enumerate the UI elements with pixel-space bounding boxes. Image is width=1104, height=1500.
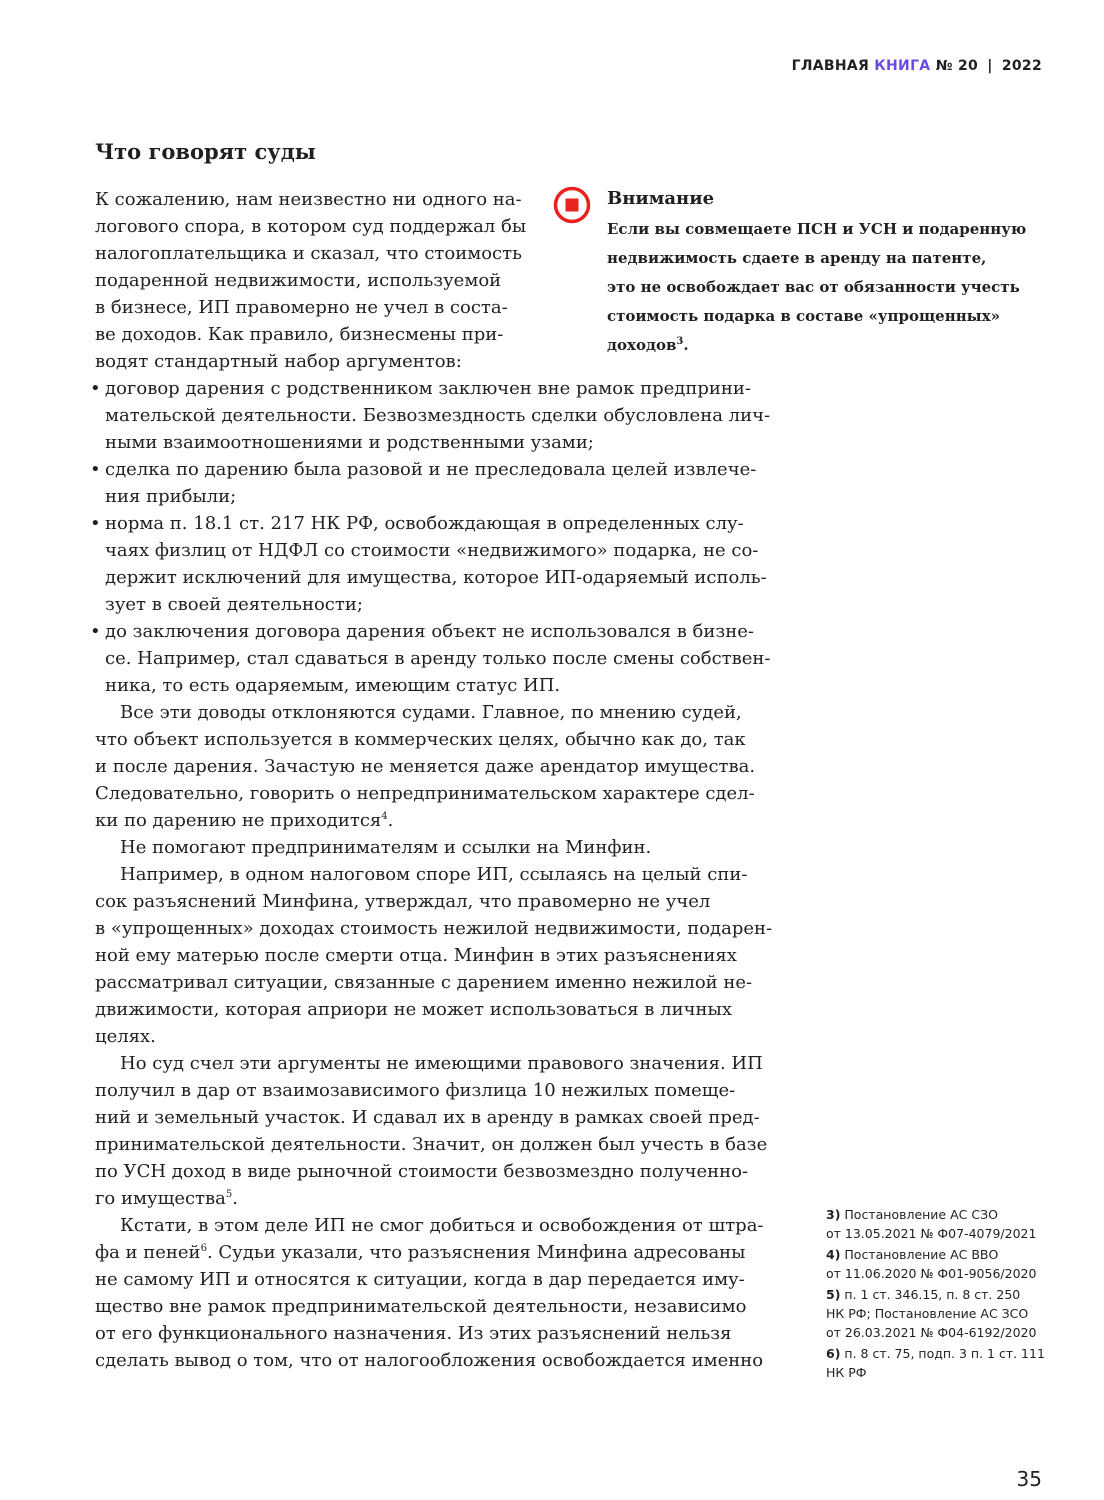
text-line: налогоплательщика и сказал, что стоимость — [95, 243, 522, 264]
callout-body — [607, 215, 1026, 360]
text-line: ки по дарению не приходится$^4$. — [95, 810, 394, 831]
footnote-ref[interactable]: 4 — [381, 811, 388, 822]
text-line: К сожалению, нам неизвестно ни одного на- — [95, 189, 522, 210]
text-line: го имущества$^5$. — [95, 1188, 238, 1209]
text-line: чаях физлиц от НДФЛ со стоимости «недвижимого» подарка, не со- — [105, 540, 759, 561]
text-line: ния прибыли; — [105, 486, 237, 507]
page-number: 35 — [1016, 1467, 1042, 1491]
text-line: не самому ИП и относятся к ситуации, когда в дар передается иму- — [95, 1269, 745, 1290]
footnote: 3) Постановление АС СЗО от 13.05.2021 № Ф07-4079/2021 — [826, 1207, 1037, 1241]
text-line: подаренной недвижимости, используемой — [95, 270, 502, 291]
text-line: ника, то есть одаряемым, имеющим статус ИП. — [105, 675, 561, 696]
bullet-glyph: • — [90, 459, 101, 480]
callout-line: стоимость подарка в составе «упрощенных» — [607, 307, 1001, 325]
text-line: Например, в одном налоговом споре ИП, ссылаясь на целый спи- — [120, 864, 748, 885]
text-line: водят стандартный набор аргументов: — [95, 351, 462, 372]
text-line: Не помогают предпринимателям и ссылки на Минфин. — [120, 837, 652, 858]
footnote: 6) п. 8 ст. 75, подп. 3 п. 1 ст. 111 НК РФ — [826, 1346, 1045, 1380]
footnotes — [826, 1205, 1066, 1384]
text-line: принимательской деятельности. Значит, он должен был учесть в базе — [95, 1134, 768, 1155]
intro-paragraph — [95, 186, 535, 375]
text-line: целях. — [95, 1026, 156, 1047]
text-line: ной ему матерью после смерти отца. Минфин в этих разъяснениях — [95, 945, 737, 966]
text-line: в «упрощенных» доходах стоимость нежилой недвижимости, подарен- — [95, 918, 773, 939]
bullet-item — [90, 618, 785, 699]
text-line: сделать вывод о том, что от налогообложения освобождается именно — [95, 1350, 764, 1371]
callout-line: недвижимость сдаете в аренду на патенте, — [607, 249, 987, 267]
text-line: ве доходов. Как правило, бизнесмены при- — [95, 324, 504, 345]
text-line: в бизнесе, ИП правомерно не учел в соста- — [95, 297, 508, 318]
footnote-number: 5) — [826, 1287, 841, 1302]
footnote-ref[interactable]: 3 — [676, 336, 684, 347]
text-line: норма п. 18.1 ст. 217 НК РФ, освобождающая в определенных слу- — [105, 513, 744, 534]
callout-line: это не освобождает вас от обязанности учесть — [607, 278, 1020, 296]
text-line: мательской деятельности. Безвозмездность сделки обусловлена лич- — [105, 405, 771, 426]
text-line: фа и пеней$^6$. Судьи указали, что разъяснения Минфина адресованы — [95, 1242, 746, 1263]
brand-accent: КНИГА — [874, 58, 931, 74]
bullet-item — [90, 456, 785, 510]
text-line: сделка по дарению была разовой и не преследовала целей извлече- — [105, 459, 757, 480]
bullet-glyph: • — [90, 621, 101, 642]
issue-number: № 20 — [935, 58, 979, 74]
footnote-number: 4) — [826, 1247, 841, 1262]
bullet-item — [90, 510, 785, 618]
main-text — [90, 375, 785, 1374]
text-line: по УСН доход в виде рыночной стоимости безвозмездно полученно- — [95, 1161, 749, 1182]
text-line: Кстати, в этом деле ИП не смог добиться и освобождения от штра- — [120, 1215, 764, 1236]
text-line: договор дарения с родственником заключен вне рамок предприни- — [105, 378, 751, 399]
text-line: ными взаимоотношениями и родственными узами; — [105, 432, 594, 453]
running-header — [792, 58, 1042, 74]
text-line: логового спора, в котором суд поддержал бы — [95, 216, 527, 237]
brand-main: ГЛАВНАЯ — [791, 58, 870, 74]
bullet-glyph: • — [90, 378, 101, 399]
footnote-number: 6) — [826, 1346, 841, 1361]
section-title: Что говорят суды — [95, 139, 316, 164]
text-line: движимости, которая априори не может использоваться в личных — [95, 999, 732, 1020]
text-line: зует в своей деятельности; — [105, 594, 363, 615]
footnote: 5) п. 1 ст. 346.15, п. 8 ст. 250 НК РФ; Постановление АС ЗСО от 26.03.2021 № Ф04-6192/2020 — [826, 1287, 1037, 1340]
warning-icon — [553, 186, 591, 224]
text-line: Но суд счел эти аргументы не имеющими правового значения. ИП — [120, 1053, 763, 1074]
text-line: сок разъяснений Минфина, утверждал, что правомерно не учел — [95, 891, 711, 912]
text-line: и после дарения. Зачастую не меняется даже арендатор имущества. — [95, 756, 756, 777]
footnote-ref[interactable]: 5 — [225, 1189, 233, 1200]
text-line: рассматривал ситуации, связанные с дарением именно нежилой не- — [95, 972, 753, 993]
issue-year: 2022 — [1001, 58, 1042, 74]
callout-line: доходов$^3$. — [607, 336, 689, 354]
text-line: получил в дар от взаимозависимого физлица 10 нежилых помеще- — [95, 1080, 736, 1101]
bullet-glyph: • — [90, 513, 101, 534]
text-line: ний и земельный участок. И сдавал их в аренду в рамках своей пред- — [95, 1107, 760, 1128]
text-line: Все эти доводы отклоняются судами. Главное, по мнению судей, — [120, 702, 742, 723]
footnote-number: 3) — [826, 1207, 841, 1222]
text-line: держит исключений для имущества, которое ИП-одаряемый исполь- — [105, 567, 767, 588]
callout-line: Если вы совмещаете ПСН и УСН и подаренную — [607, 220, 1027, 238]
bullet-item — [90, 375, 785, 456]
header-separator: | — [987, 58, 993, 74]
footnote: 4) Постановление АС ВВО от 11.06.2020 № Ф01-9056/2020 — [826, 1247, 1037, 1281]
footnote-ref[interactable]: 6 — [200, 1243, 207, 1254]
text-line: Следовательно, говорить о непредпринимательском характере сдел- — [95, 783, 755, 804]
text-line: щество вне рамок предпринимательской деятельности, независимо — [95, 1296, 747, 1317]
callout-title: Внимание — [607, 188, 715, 209]
text-line: се. Например, стал сдаваться в аренду только после смены собствен- — [105, 648, 771, 669]
text-line: что объект используется в коммерческих целях, обычно как до, так — [95, 729, 746, 750]
text-line: от его функционального назначения. Из этих разъяснений нельзя — [95, 1323, 732, 1344]
text-line: до заключения договора дарения объект не использовался в бизне- — [105, 621, 754, 642]
